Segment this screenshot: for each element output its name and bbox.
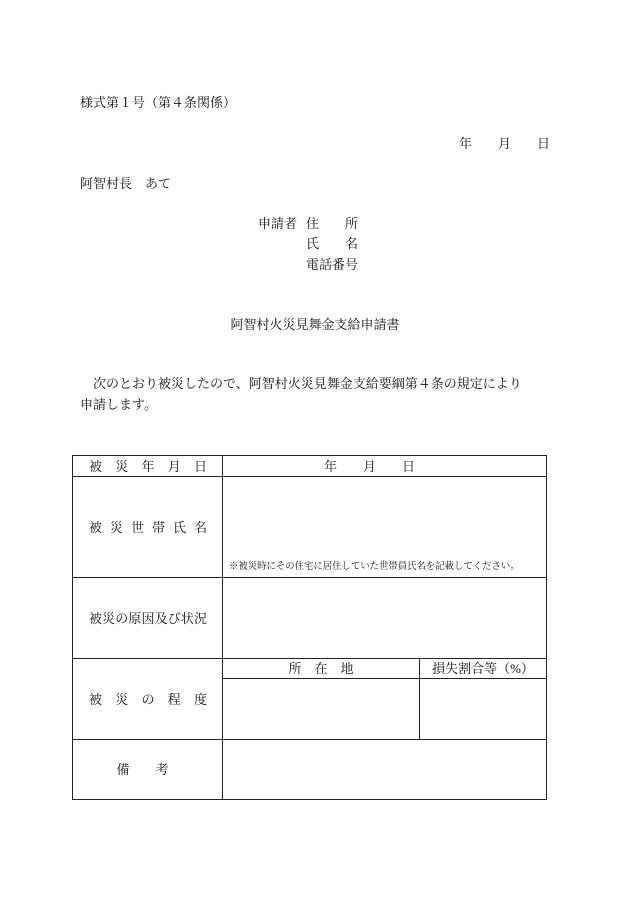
disaster-date-value: 年 月 日 xyxy=(324,458,416,474)
body-paragraph xyxy=(80,373,522,415)
remarks-label-cell xyxy=(73,740,223,800)
body-line: 次のとおり被災したので、阿智村火災見舞金支給要綱第４条の規定により xyxy=(80,376,522,391)
cause-label-cell xyxy=(73,578,223,659)
loss-ratio-value-cell xyxy=(420,679,547,740)
table-row-extent-header xyxy=(73,659,547,679)
applicant-label: 申請者 xyxy=(258,216,298,231)
body-line: 申請します。 xyxy=(80,397,157,412)
applicant-name-label: 氏 名 xyxy=(306,236,359,251)
table-row-cause xyxy=(73,578,547,659)
date-line: 年 月 日 xyxy=(458,136,550,151)
extent-label: 被 災 の 程 度 xyxy=(89,691,207,707)
household-name-label-cell xyxy=(73,477,223,578)
household-name-value-cell xyxy=(223,477,547,578)
cause-value-cell xyxy=(223,578,547,659)
remarks-value-cell xyxy=(223,740,547,800)
disaster-date-label-cell xyxy=(73,456,223,477)
location-value-cell xyxy=(223,679,420,740)
applicant-address-label: 住 所 xyxy=(306,216,359,231)
addressee: 阿智村長 あて xyxy=(80,176,172,191)
location-header: 所 在 地 xyxy=(288,661,354,676)
table-row-remarks xyxy=(73,740,547,800)
remarks-label: 備 考 xyxy=(116,762,169,777)
table-row-household-name xyxy=(73,477,547,578)
cause-label: 被災の原因及び状況 xyxy=(89,610,207,626)
applicant-phone-label: 電話番号 xyxy=(306,257,359,272)
loss-ratio-header: 損失割合等（%） xyxy=(432,661,534,676)
disaster-date-value-cell xyxy=(223,456,547,477)
application-table xyxy=(72,455,547,800)
disaster-date-label: 被 災 年 月 日 xyxy=(89,458,207,474)
document-title: 阿智村火災見舞金支給申請書 xyxy=(230,317,400,332)
table-row-disaster-date xyxy=(73,456,547,477)
loss-ratio-header-cell xyxy=(420,659,547,679)
extent-label-cell xyxy=(73,659,223,740)
household-name-label: 被災世帯氏名 xyxy=(89,519,207,535)
household-name-note: ※被災時にその住宅に居住していた世帯員氏名を記載してください。 xyxy=(229,562,520,572)
form-number: 様式第１号（第４条関係） xyxy=(80,95,237,110)
location-header-cell xyxy=(223,659,420,679)
